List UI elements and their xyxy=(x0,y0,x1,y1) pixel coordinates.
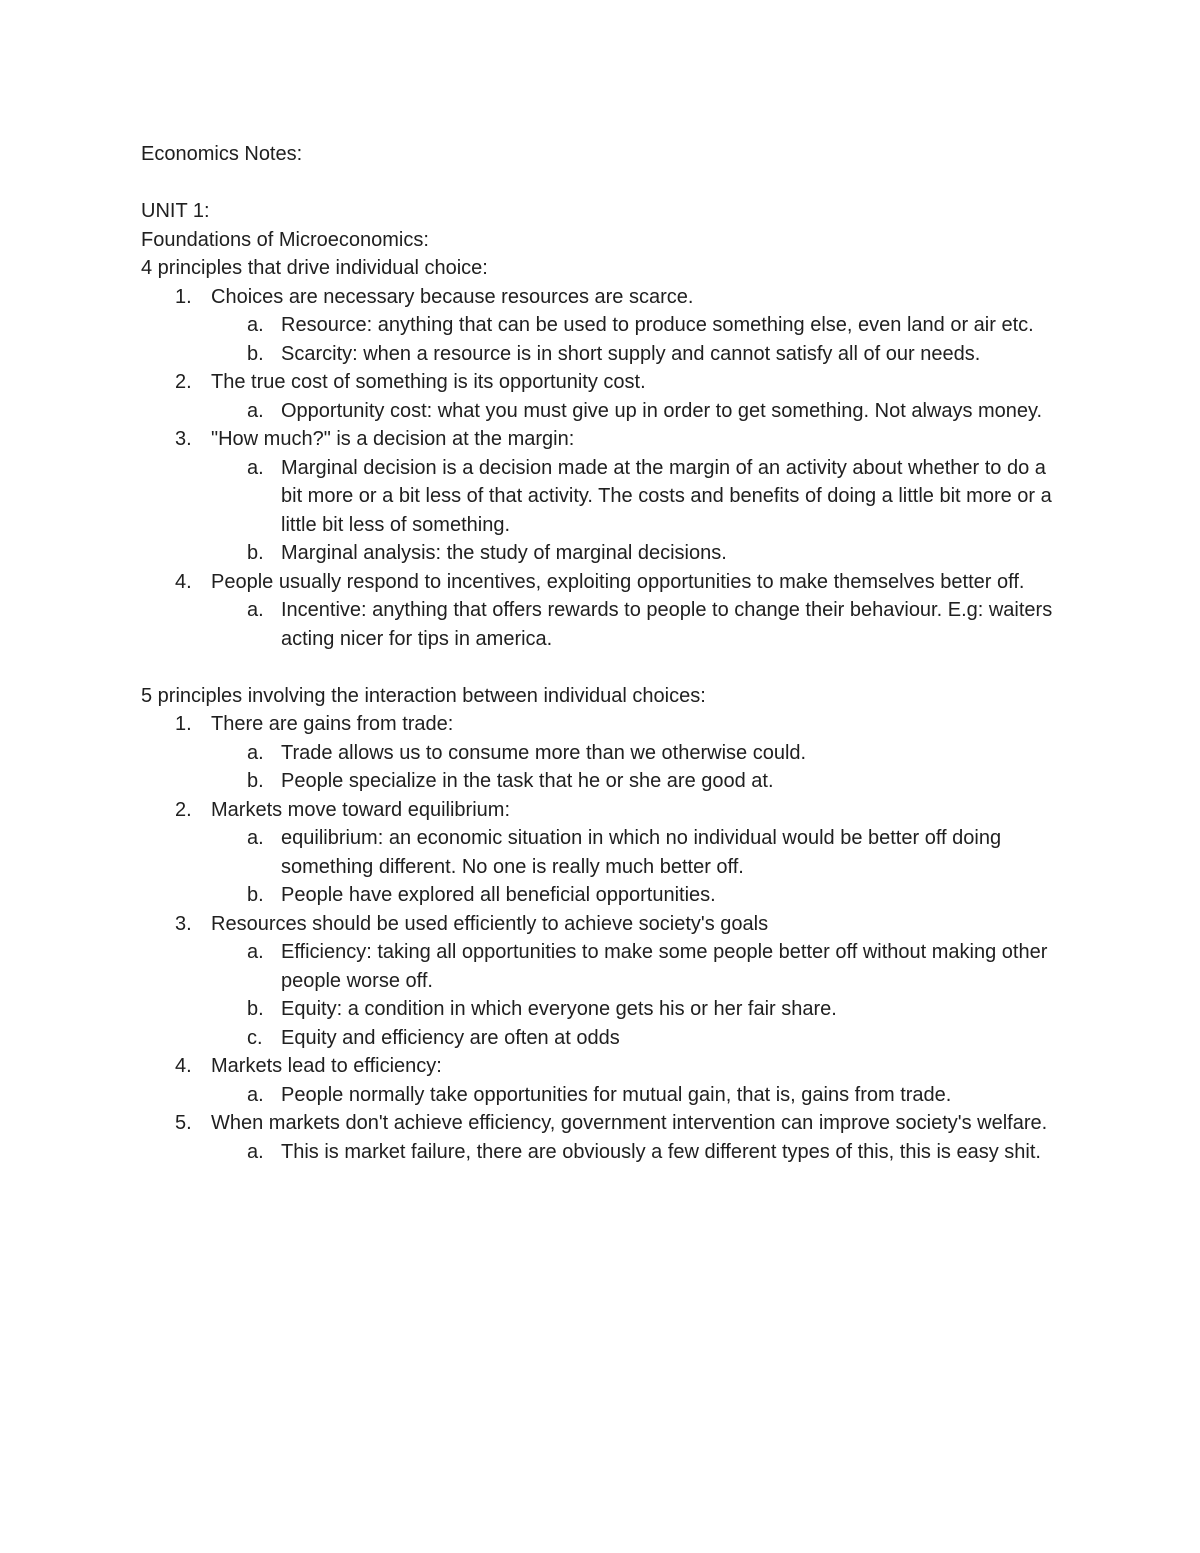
list-letter: a. xyxy=(247,456,264,479)
sub-point-list xyxy=(211,311,1071,368)
topic-heading: Foundations of Microeconomics: xyxy=(141,228,429,251)
section-heading: 4 principles that drive individual choice: xyxy=(141,257,488,279)
list-letter: a. xyxy=(247,399,264,422)
principle-text: There are gains from trade: xyxy=(211,713,454,735)
principle-text: People usually respond to incentives, exploiting opportunities to make themselves better off. xyxy=(211,570,1025,593)
sub-point-text: People normally take opportunities for mutual gain, that is, gains from trade. xyxy=(281,1083,952,1106)
list-letter: b. xyxy=(247,342,264,365)
list-number: 3. xyxy=(175,912,192,935)
sub-point-item xyxy=(211,1138,1071,1167)
principle-text: Markets lead to efficiency: xyxy=(211,1055,442,1077)
sub-point-text: Resource: anything that can be used to produce something else, even land or air etc. xyxy=(281,314,1034,336)
sub-point-text: equilibrium: an economic situation in which no individual would be better off doing something different. No one is really much better off. xyxy=(281,827,1002,878)
list-letter: a. xyxy=(247,741,264,764)
sub-point-list xyxy=(211,824,1071,910)
principle-item xyxy=(141,283,1071,369)
sub-point-item xyxy=(211,1081,1071,1110)
list-number: 1. xyxy=(175,713,192,735)
list-letter: a. xyxy=(247,941,264,963)
sub-point-item xyxy=(211,397,1071,426)
list-letter: b. xyxy=(247,770,264,792)
document-title: Economics Notes: xyxy=(141,143,303,165)
list-letter: b. xyxy=(247,998,264,1020)
sub-point-item xyxy=(211,767,1071,796)
sub-point-text: People specialize in the task that he or she are good at. xyxy=(281,770,774,792)
document-body xyxy=(141,140,1071,1166)
list-letter: a. xyxy=(247,1083,264,1106)
list-number: 2. xyxy=(175,371,192,393)
principle-text: Choices are necessary because resources are scarce. xyxy=(211,285,694,308)
list-number: 3. xyxy=(175,428,192,450)
list-number: 5. xyxy=(175,1112,192,1134)
principle-text: The true cost of something is its opportunity cost. xyxy=(211,371,646,393)
sub-point-list xyxy=(211,739,1071,796)
principle-text: When markets don't achieve efficiency, government intervention can improve society's welfare. xyxy=(211,1112,1048,1134)
sub-point-text: Incentive: anything that offers rewards to people to change their behaviour. E.g: waiters acting nicer for tips in america. xyxy=(281,599,1053,650)
list-letter: a. xyxy=(247,314,264,336)
list-number: 2. xyxy=(175,798,192,821)
unit-heading: UNIT 1: xyxy=(141,200,210,222)
sub-point-item xyxy=(211,739,1071,768)
principle-text: Resources should be used efficiently to achieve society's goals xyxy=(211,912,769,935)
sub-point-list xyxy=(211,397,1071,426)
sub-point-item xyxy=(211,1024,1071,1053)
sub-point-text: Scarcity: when a resource is in short supply and cannot satisfy all of our needs. xyxy=(281,342,981,365)
spacer xyxy=(141,653,1071,682)
sub-point-item xyxy=(211,881,1071,910)
list-number: 4. xyxy=(175,1055,192,1077)
principle-item xyxy=(141,796,1071,910)
list-letter: c. xyxy=(247,1026,263,1049)
principle-list xyxy=(141,283,1071,654)
sub-point-list xyxy=(211,454,1071,568)
section-individual-choice xyxy=(141,254,1071,653)
list-letter: b. xyxy=(247,542,264,564)
list-number: 1. xyxy=(175,285,192,308)
sub-point-text: This is market failure, there are obviously a few different types of this, this is easy shit. xyxy=(281,1140,1041,1163)
sub-point-text: Efficiency: taking all opportunities to make some people better off without making other people worse off. xyxy=(281,941,1048,992)
principle-list xyxy=(141,710,1071,1166)
sub-point-list xyxy=(211,1138,1071,1167)
principle-text: "How much?" is a decision at the margin: xyxy=(211,428,575,450)
list-letter: b. xyxy=(247,884,264,906)
sub-point-list xyxy=(211,596,1071,653)
sub-point-item xyxy=(211,995,1071,1024)
spacer xyxy=(141,169,1071,198)
section-interaction xyxy=(141,682,1071,1167)
sub-point-item xyxy=(211,824,1071,881)
sub-point-item xyxy=(211,938,1071,995)
sub-point-item xyxy=(211,311,1071,340)
list-letter: a. xyxy=(247,1140,264,1163)
sub-point-text: Opportunity cost: what you must give up in order to get something. Not always money. xyxy=(281,399,1043,422)
sub-point-text: Equity: a condition in which everyone gets his or her fair share. xyxy=(281,998,837,1020)
sub-point-list xyxy=(211,938,1071,1052)
principle-item xyxy=(141,910,1071,1053)
sub-point-text: Marginal analysis: the study of marginal decisions. xyxy=(281,542,727,564)
principle-item xyxy=(141,568,1071,654)
sub-point-item xyxy=(211,539,1071,568)
sub-point-text: Marginal decision is a decision made at the margin of an activity about whether to do a bit more or a bit less of that activity. The costs and benefits of doing a little bit more or a little bit less of something. xyxy=(281,456,1052,536)
sub-point-item xyxy=(211,454,1071,540)
principle-text: Markets move toward equilibrium: xyxy=(211,798,510,821)
section-heading: 5 principles involving the interaction between individual choices: xyxy=(141,684,706,707)
sub-point-text: Equity and efficiency are often at odds xyxy=(281,1026,620,1049)
sub-point-list xyxy=(211,1081,1071,1110)
list-letter: a. xyxy=(247,827,264,849)
principle-item xyxy=(141,1052,1071,1109)
principle-item xyxy=(141,368,1071,425)
sub-point-item xyxy=(211,340,1071,369)
principle-item xyxy=(141,1109,1071,1166)
sub-point-text: People have explored all beneficial opportunities. xyxy=(281,884,716,906)
principle-item xyxy=(141,425,1071,568)
sub-point-item xyxy=(211,596,1071,653)
principle-item xyxy=(141,710,1071,796)
list-number: 4. xyxy=(175,570,192,593)
sub-point-text: Trade allows us to consume more than we otherwise could. xyxy=(281,741,807,764)
list-letter: a. xyxy=(247,599,264,621)
